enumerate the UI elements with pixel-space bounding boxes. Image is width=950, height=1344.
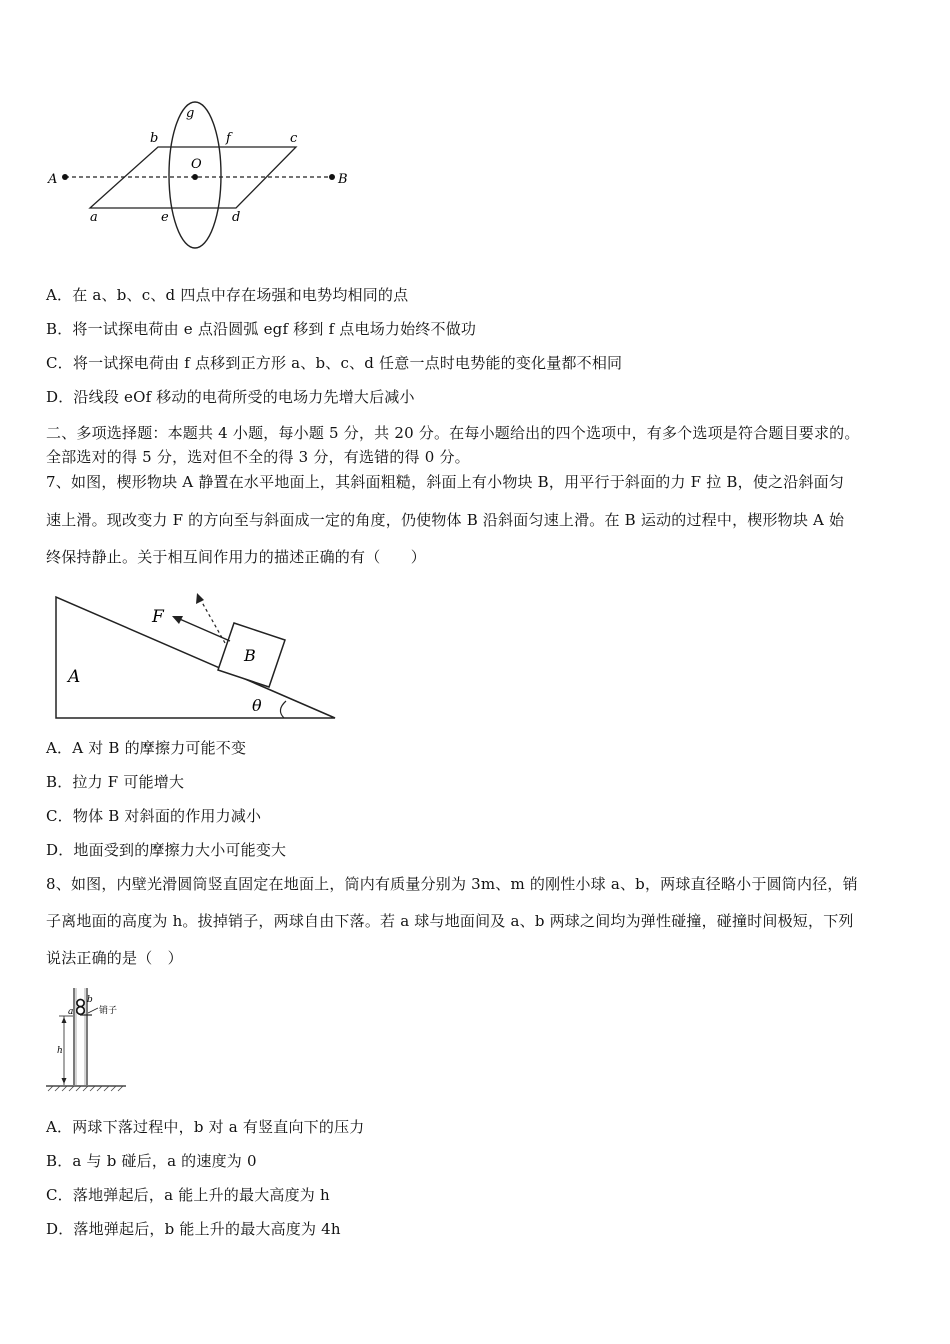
section2-instructions-line2: 全部选对的得 5 分，选对但不全的得 3 分，有选错的得 0 分。 bbox=[46, 448, 470, 466]
section2-instructions-line1: 二、多项选择题：本题共 4 小题，每小题 5 分，共 20 分。在每小题给出的四个选项中，有多个选项是符合题目要求的。 bbox=[46, 424, 860, 442]
q6-label-g: g bbox=[186, 106, 195, 121]
q7-option-d: D．地面受到的摩擦力大小可能变大 bbox=[46, 841, 287, 859]
q6-point-A bbox=[62, 174, 68, 180]
q6-label-a: a bbox=[90, 210, 98, 225]
q7-stem-line2: 速上滑。现改变力 F 的方向至与斜面成一定的角度，仍使物体 B 沿斜面匀速上滑。在 B 运动的过程中，楔形物块 A 始 bbox=[46, 511, 845, 529]
q7-option-a: A．A 对 B 的摩擦力可能不变 bbox=[46, 739, 247, 757]
q8-label-b: b bbox=[87, 995, 93, 1005]
q8-stem-line2: 子离地面的高度为 h。拔掉销子，两球自由下落。若 a 球与地面间及 a、b 两球之间均为弹性碰撞，碰撞时间极短，下列 bbox=[46, 912, 854, 930]
q7-label-F: F bbox=[152, 607, 164, 627]
q8-figure bbox=[44, 986, 144, 1094]
q7-option-b: B．拉力 F 可能增大 bbox=[46, 773, 185, 791]
q8-stem-line1: 8、如图，内壁光滑圆筒竖直固定在地面上，筒内有质量分别为 3m、m 的刚性小球 a、b，两球直径略小于圆筒内径，销 bbox=[46, 875, 858, 893]
q8-height-arrow-top bbox=[62, 1017, 67, 1023]
q8-option-c: C．落地弹起后，a 能上升的最大高度为 h bbox=[46, 1186, 330, 1204]
q7-figure bbox=[50, 585, 345, 725]
q6-label-B: B bbox=[338, 172, 348, 187]
q6-label-f: f bbox=[226, 131, 231, 146]
q7-label-theta: θ bbox=[252, 696, 262, 715]
q6-label-d: d bbox=[232, 210, 241, 225]
q6-option-c: C．将一试探电荷由 f 点移到正方形 a、b、c、d 任意一点时电势能的变化量都不相同 bbox=[46, 354, 623, 372]
q7-dashed-force-arrow bbox=[199, 597, 225, 643]
q6-option-d: D．沿线段 eOf 移动的电荷所受的电场力先增大后减小 bbox=[46, 388, 415, 406]
q8-option-d: D．落地弹起后，b 能上升的最大高度为 4h bbox=[46, 1220, 341, 1238]
q7-label-A: A bbox=[68, 667, 81, 687]
q8-ground-hatching bbox=[48, 1086, 123, 1091]
q6-figure bbox=[40, 95, 360, 255]
q6-option-b: B．将一试探电荷由 e 点沿圆弧 egf 移到 f 点电场力始终不做功 bbox=[46, 320, 477, 338]
q7-wedge-A bbox=[56, 597, 335, 718]
q7-stem-line3: 终保持静止。关于相互间作用力的描述正确的有（ ） bbox=[46, 548, 427, 566]
q8-pin-leader bbox=[88, 1008, 98, 1013]
q8-label-pin: 销子 bbox=[99, 1006, 118, 1016]
q8-ball-b bbox=[77, 999, 84, 1006]
q7-stem-line1: 7、如图，楔形物块 A 静置在水平地面上，其斜面粗糙，斜面上有小物块 B，用平行于斜面的力 F 拉 B，使之沿斜面匀 bbox=[46, 473, 845, 491]
q8-label-h: h bbox=[57, 1046, 63, 1056]
q7-label-B: B bbox=[244, 646, 256, 665]
q6-label-b: b bbox=[150, 131, 159, 146]
q8-height-arrow-bottom bbox=[62, 1078, 67, 1084]
q8-label-a: a bbox=[68, 1007, 74, 1017]
q6-option-a: A．在 a、b、c、d 四点中存在场强和电势均相同的点 bbox=[46, 286, 409, 304]
q7-dashed-force-arrowhead bbox=[196, 593, 204, 604]
q6-label-O: O bbox=[191, 157, 202, 172]
q6-point-O bbox=[192, 174, 198, 180]
q7-angle-arc bbox=[280, 701, 286, 718]
q8-stem-line3: 说法正确的是（ ） bbox=[46, 949, 183, 967]
q8-option-a: A．两球下落过程中，b 对 a 有竖直向下的压力 bbox=[46, 1118, 365, 1136]
q8-ball-a bbox=[77, 1007, 85, 1015]
q6-label-A: A bbox=[48, 172, 58, 187]
q7-option-c: C．物体 B 对斜面的作用力减小 bbox=[46, 807, 262, 825]
q6-point-B bbox=[329, 174, 335, 180]
q6-label-e: e bbox=[161, 210, 169, 225]
q6-label-c: c bbox=[290, 131, 298, 146]
q8-option-b: B．a 与 b 碰后，a 的速度为 0 bbox=[46, 1152, 257, 1170]
